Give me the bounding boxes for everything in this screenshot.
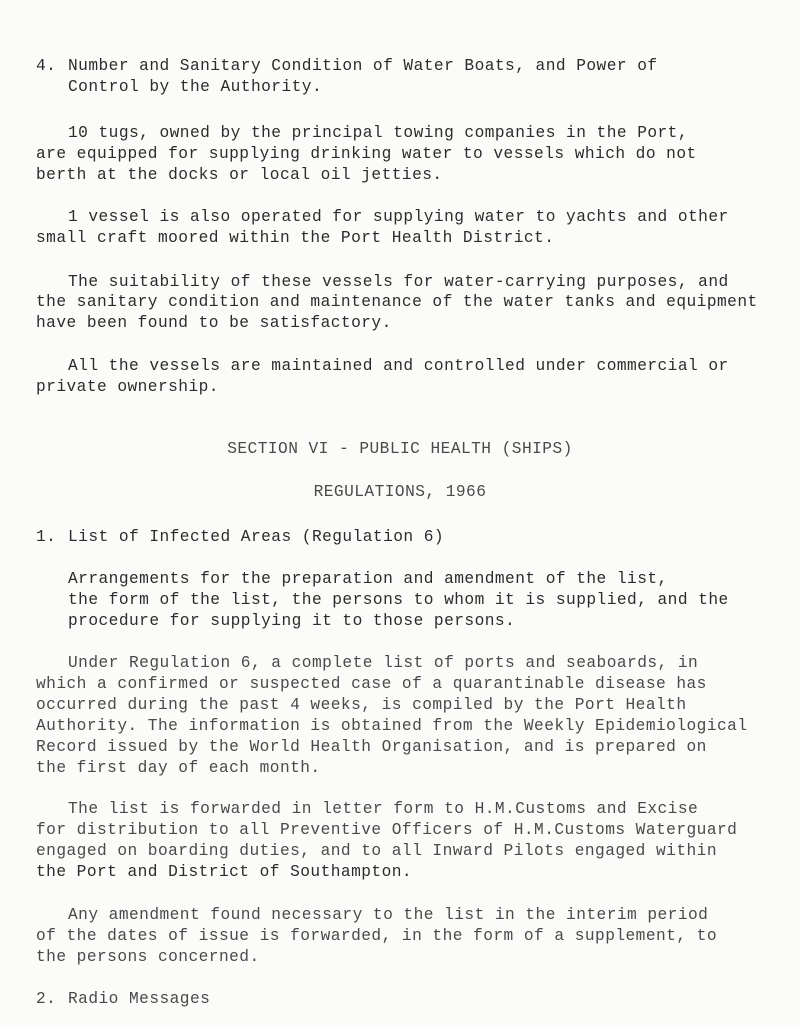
paragraph-line: The suitability of these vessels for water-carrying purposes, and (68, 273, 729, 291)
paragraph-line: the persons concerned. (36, 948, 260, 966)
paragraph-line: which a confirmed or suspected case of a quarantinable disease has (36, 675, 707, 693)
item-heading: Radio Messages (68, 990, 211, 1008)
paragraph-line: the first day of each month. (36, 759, 321, 777)
section-number: 4. (36, 57, 57, 75)
paragraph-line: All the vessels are maintained and controlled under commercial or (68, 357, 729, 375)
paragraph-line: Any amendment found necessary to the list in the interim period (68, 906, 709, 924)
paragraph-line: Authority. The information is obtained from the Weekly Epidemiological (36, 717, 748, 735)
paragraph-line: for distribution to all Preventive Officers of H.M.Customs Waterguard (36, 821, 738, 839)
paragraph-line: occurred during the past 4 weeks, is compiled by the Port Health (36, 696, 687, 714)
paragraph-line: The list is forwarded in letter form to H.M.Customs and Excise (68, 800, 699, 818)
paragraph-line: are equipped for supplying drinking water to vessels which do not (36, 145, 697, 163)
paragraph-line: Arrangements for the preparation and amendment of the list, (68, 570, 668, 588)
paragraph-line: small craft moored within the Port Health District. (36, 229, 555, 247)
item-heading: List of Infected Areas (Regulation 6) (68, 528, 445, 546)
paragraph-line: 10 tugs, owned by the principal towing companies in the Port, (68, 124, 689, 142)
item-number: 2. (36, 990, 57, 1008)
paragraph-line: Under Regulation 6, a complete list of ports and seaboards, in (68, 654, 699, 672)
paragraph-line: the sanitary condition and maintenance of the water tanks and equipment (36, 293, 758, 311)
paragraph-line: of the dates of issue is forwarded, in the form of a supplement, to (36, 927, 717, 945)
paragraph-line: engaged on boarding duties, and to all Inward Pilots engaged within (36, 842, 717, 860)
paragraph-line: the form of the list, the persons to whom it is supplied, and the (68, 591, 729, 609)
paragraph-line: berth at the docks or local oil jetties. (36, 166, 443, 184)
paragraph-line: Record issued by the World Health Organisation, and is prepared on (36, 738, 707, 756)
section-title-continued: REGULATIONS, 1966 (313, 483, 487, 501)
section-title: SECTION VI - PUBLIC HEALTH (SHIPS) (227, 440, 573, 458)
paragraph-line: have been found to be satisfactory. (36, 314, 392, 332)
section-heading-continued: Control by the Authority. (68, 78, 323, 96)
paragraph-line: the Port and District of Southampton. (36, 863, 413, 881)
section-heading: Number and Sanitary Condition of Water Boats, and Power of (68, 57, 658, 75)
paragraph-line: 1 vessel is also operated for supplying water to yachts and other (68, 208, 729, 226)
paragraph-line: procedure for supplying it to those persons. (68, 612, 516, 630)
paragraph-line: private ownership. (36, 378, 219, 396)
item-number: 1. (36, 528, 57, 546)
